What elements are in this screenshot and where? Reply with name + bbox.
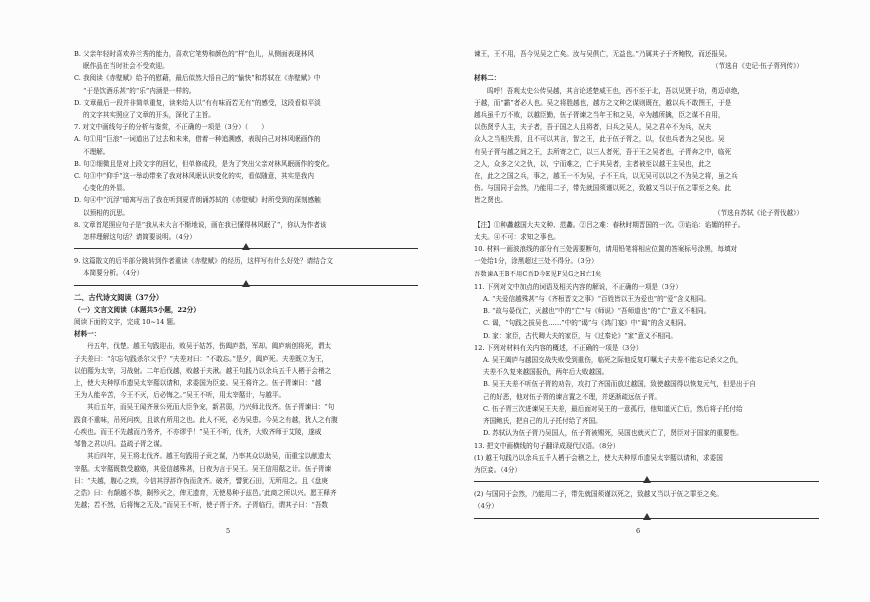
text-line: C. 句③中“仰手”这一举动带来了我对林风眠认识变化的实，看似随意，其实是我内 (74, 172, 314, 181)
answer-divider (74, 243, 418, 255)
option-b: B. 吴王夫差不听伍子胥的劝告，攻打了齐国而放过越国，致使越国得以恢复元气，但是出于自 (483, 380, 756, 389)
option-b: B. “故与晏伐亡，灭越也”中的“亡”与《师说》“吾师道也”的“亡”意义不相同。 (483, 307, 711, 316)
passage-line: 以伤贤乎人主，夫子者，吾于国之人且将者，曰兵之吴人，吴之君卒不为兵，况夫 (474, 123, 712, 132)
text-line: D. 句④中“沉浮”暗寓写出了我在听到夏青朗诵苏轼的《赤壁赋》时所受到的深刻感触 (74, 196, 321, 205)
passage-line: 呜呼！吾观太史公传吴越，其言论述楚威王也，西不至于北，吾以见贤于功，勇迈卓绝， (487, 86, 745, 95)
option-a: A. “夫爱信越殊甚”与《齐桓晋文之事》“百姓皆以王为爱也”的“爱”含义相同。 (483, 295, 710, 304)
sub-title: （一）文言文阅读（本题共5小题，22分） (74, 305, 200, 314)
answer-divider (474, 513, 819, 525)
passage-line: 其后四年，吴王将北伐齐。越王句践用子贡之谋，乃率其众以助吴，而重宝以献遗太 (87, 452, 331, 461)
text-line: （4分） (474, 502, 498, 511)
instruction: 阅读下面的文字，完成 10~14 题。 (74, 318, 180, 327)
option-a: A. 吴王阖庐与越国交战失败受到重伤，临死之际他反复叮嘱太子夫差不能忘记杀父之仇， (483, 356, 743, 365)
passage-line: 践食不重味，吊死问疾，且欲有所用之也。此人不死，必为吴患。今吴之有越，犹人之有腹 (74, 415, 338, 424)
text-line: C. 我阅读《赤壁赋》给予的慰藉，最后似然大悟自己的“愉快”和苏轼在《赤壁赋》中 (74, 74, 321, 83)
passage-line: 众人之当相失焉，且不可以其言，智之王，此于伍子胥之，以，仅也兵者为之吴也。吴 (474, 135, 725, 144)
passage-line: 先越；若不然，后将悔之无及。”而吴王不听，使子胥于齐。子胥临行，谓其子曰：“吾数 (74, 501, 329, 510)
passage-line: 其后五年，而吴王闻齐景公死而大臣争宠，新君弱，乃兴师北伐齐。伍子胥谏曰：“句 (87, 403, 335, 412)
passage-line: 越兵虽千万不败，以越臣勤，伍子胥谏之当年王和之吴，卒为越所擒，臣之谋不自用， (474, 111, 725, 120)
text-line: 眠作品在当时社会不受欢迎。 (83, 62, 169, 71)
option-d: D. 家：家臣，古代卿大夫的家臣，与《过秦论》“家”意义不相同。 (483, 331, 678, 340)
answer-divider (474, 476, 819, 488)
text-line: 为臣妾。（4分） (474, 465, 522, 474)
passage-line: 上，使大夫种厚币遗吴太宰嚭以请和，求委国为臣妾。吴王将许之。伍子胥谏曰：“越 (74, 379, 322, 388)
passage-line: 丹五年，伐楚。越王句践迎击，败吴于姑苏，伤阖庐指，军却。阖庐病创将死，谓太 (87, 342, 331, 351)
passage-line: 子夫差曰：“尔忘句践杀尔父乎？”夫差对曰：“不敢忘。”是夕，阖庐死。夫差既立为王， (74, 354, 329, 363)
passage-line: 王为人能辛苦，今王不灭，后必悔之。”吴王不听，用太宰嚭计，与越平。 (74, 391, 286, 400)
text-line: 本简要分析。（4分） (83, 269, 144, 278)
source-note: （节选自《史记·伍子胥列传》） (711, 62, 803, 71)
annotation-note: 太夫。④不可：求知之事也。 (474, 233, 560, 242)
passage-line: 心疾也。而王不先越而乃务齐，不亦谬乎！”吴王不听，伐齐，大败齐师于艾陵，遂威 (74, 427, 322, 436)
option-c: C. 伍子胥三次进谏吴王夫差，最后面对吴王的一意孤行，他知道灭亡后，然后将子托付给 (483, 404, 743, 413)
text-line: 一处给1分，涂黑超过三处不得分。（3分） (474, 257, 598, 266)
option-c: C. 谒，“句践之拔吴也……”中的“谒”与《鸿门宴》中“谒”的含义相同。 (483, 319, 691, 328)
passage-line: 有吴子胥与越之间之王，去所寄之亡，以三人者死，吾于王之吴者也，子胥奔之中，临死 (474, 147, 732, 156)
page-number: 6 (636, 527, 641, 535)
passage-line: 邹鲁之君以归。益疏子胥之谋。 (74, 440, 167, 449)
passage-line: 宰嚭。太宰嚭既数受越赂，其爱信越殊甚，日夜为言于吴王。吴王信用嚭之计。伍子胥谏 (74, 464, 332, 473)
text-line: B. 句②细微且是对上段文字的回忆，但单修成段，是为了突出父亲对林风眠画作的变化。 (74, 159, 334, 168)
page-number: 5 (226, 527, 231, 535)
translate-1: (1) 越王句践乃以余兵五千人栖于会稽之上，使大夫种厚币遗吴太宰嚭以请和，求委国 (474, 453, 723, 462)
question-8: 8. 文章首尾照应句子是“我从未大言不惭地说，画在我已懂得林风眠了”，你认为作者该 (74, 220, 327, 229)
text-line: 心变化的外显。 (83, 184, 130, 193)
passage-line: 在，此之之国之兵，事之，越王一不为吴，子不王兵，以无吴可以以之不为吴之将，虽之兵 (474, 172, 738, 181)
passage-line: 伤。与国同于会然，乃能用二子，带先就国须谨以死之，致越又当以于伍之罪至之矣。此 (474, 184, 732, 193)
source-note: （节选自苏轼《论子胥伐越》） (713, 208, 803, 217)
text-line: 以预相的沉思。 (83, 208, 130, 217)
text-line: “于是饮酒乐甚”的“乐”内涵是一样的。 (83, 86, 196, 95)
text-line: 夫差不久复来越国报仇，两年后大败越国。 (483, 368, 609, 377)
sentence-boxes: 吾数谏A王B不用C吾D今E见F吴G之H亡I矣 (474, 270, 602, 278)
question-12: 12. 下列对材料有关内容的概述，不正确的一项是（3分） (474, 343, 643, 352)
material-label: 材料二： (474, 74, 501, 83)
text-line: D. 文章最后一段并非简单重复，读来给人以“有有味而若无有”的感受，这段看似平淡 (74, 98, 321, 107)
option-d: D. 苏轼认为伍子胥乃吴国人，伍子胥被赐死，吴国也就灭亡了，贤臣对于国家的重要性。 (483, 429, 743, 438)
left-column (74, 48, 418, 511)
passage-line: 之人，众多之父之仇，以，宁而难之，亡于其吴者，主者被至以越王主吴也，此之 (474, 159, 712, 168)
passage-line: 皆之贤也。 (474, 196, 507, 205)
passage-line: 于越，而“霸”者必人也。吴之将胜越也，越方之文种之谋则既在，越以兵不敢图王，于是 (474, 98, 732, 107)
text-line: 不理解。 (83, 147, 110, 156)
answer-divider (74, 280, 418, 292)
text-line: A. 句①用“巨浪”一词道出了过去和未来，借着一种追溯感，表现自己对林风眠画作的 (74, 135, 321, 144)
passage-line: 曰：“夫越，腹心之疾，今信其浮辞诈伪而贪齐。破齐，譬犹石田，无所用之。且《盘庚 (74, 476, 328, 485)
passage-line: 谏王，王不用，吾今见吴之亡矣。汝与吴俱亡，无益也。”乃属其子于齐鲍牧，而还报吴。 (474, 50, 732, 58)
annotation-note: 【注】①种蠡越国大夫文种、范蠡。②吕之难：春秋时期晋国的一次。③谄谄：谄媚的样子。 (474, 220, 745, 229)
text-line: B. 父亲年轻时喜欢养兰秀的能力，喜欢它笔势和颜色的“样”色儿，从侧面表现林风 (74, 50, 314, 58)
translate-2: (2) 与国同于会然，乃能用二子，带先就国须谨以死之，致越又当以于伍之罪至之矣。 (474, 490, 723, 499)
right-column (474, 48, 819, 525)
question-11: 11. 下列对文中加点的词语及相关内容的解说，不正确的一项是（3分） (474, 282, 682, 291)
question-13: 13. 把文中画横线的句子翻译成现代汉语。（8分） (474, 441, 620, 450)
question-9: 9. 这篇散文的后半部分跳转到作者重读《赤壁赋》的经历，这样写有什么好处？请结合文 (74, 257, 333, 266)
material-label: 材料一： (74, 330, 101, 339)
text-line: 的文字其实照应了文章的开头，深化了主旨。 (83, 111, 215, 120)
passage-line: 之诰》曰：有颠越不恭，劓殄灭之，俾无遗育，无使易种于兹邑。’此商之所以兴。愿王释齐 (74, 488, 337, 497)
question-7: 7. 对文中画线句子的分析与鉴赏，不正确的一项是（3分）（ ） (74, 123, 268, 132)
question-10: 10. 材料一画波浪线的部分有三处需要断句，请用铅笔将相应位置的答案标号涂黑，每填对 (474, 245, 738, 254)
section-title: 二、古代诗文阅读（37分） (74, 292, 164, 302)
text-line: 怎样理解这句话？请简要说明。（4分） (83, 233, 196, 242)
text-line: 己的好恶，他对伍子胥的谏言置之不理，并逐渐疏远伍子胥。 (483, 392, 662, 401)
text-line: 齐国鲍氏，把自己的儿子托付给了齐国。 (483, 417, 602, 426)
right-page (435, 0, 870, 602)
answer-boxes (474, 268, 819, 281)
passage-line: 以伯嚭为太宰，习战射。二年后伐越，败越于夫湫。越王句践乃以余兵五千人栖于会稽之 (74, 366, 332, 375)
